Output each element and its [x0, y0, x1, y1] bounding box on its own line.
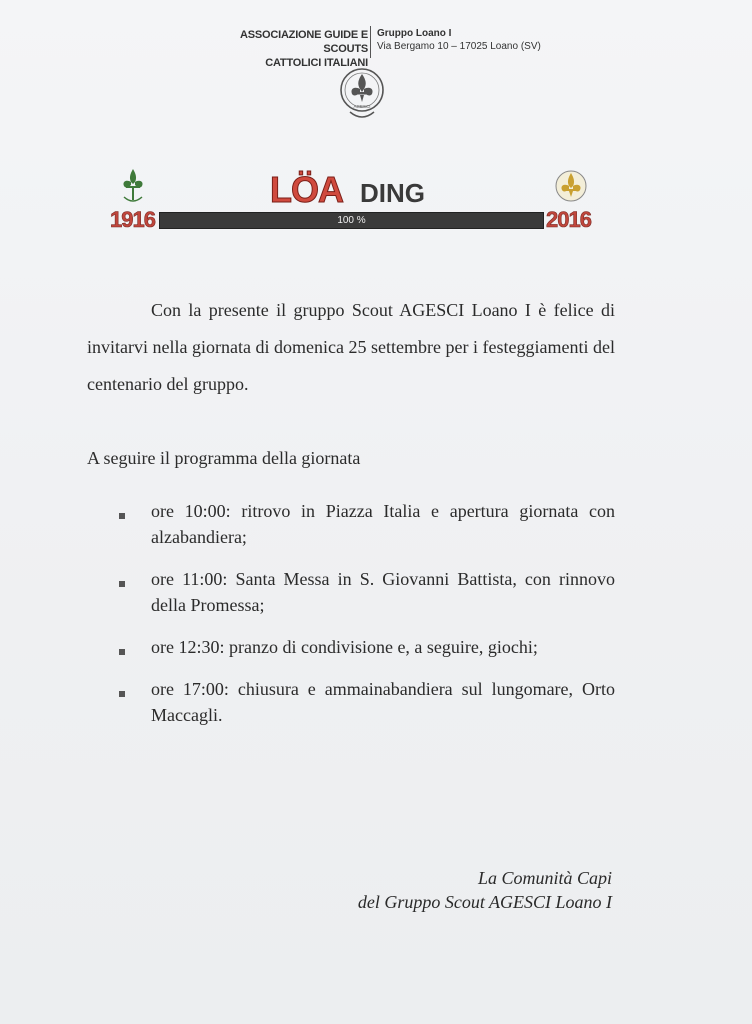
- bullet-icon: [119, 691, 125, 697]
- emblem-label: AGESCI: [353, 104, 371, 109]
- logo-word-part2: DING: [360, 178, 425, 208]
- signature-line-2: del Gruppo Scout AGESCI Loano I: [357, 892, 612, 912]
- trefoil-icon: [118, 165, 148, 207]
- program-list: [110, 498, 615, 744]
- program-heading: A seguire il programma della giornata: [87, 448, 361, 468]
- signature-block: [300, 866, 612, 914]
- list-item-text: ore 11:00: Santa Messa in S. Giovanni Battista, con rinnovo della Promessa;: [151, 569, 615, 615]
- list-item-text: ore 10:00: ritrovo in Piazza Italia e apertura giornata con alzabandiera;: [151, 501, 615, 547]
- list-item: [110, 566, 615, 618]
- signature-line-1: La Comunità Capi: [477, 868, 612, 888]
- group-name: Gruppo Loano I: [377, 28, 452, 39]
- group-info: [377, 27, 541, 53]
- loading-progress-bar: [159, 212, 544, 229]
- group-address: Via Bergamo 10 – 17025 Loano (SV): [377, 41, 541, 52]
- list-item: [110, 498, 615, 550]
- logo-word-part1: LÖA: [270, 169, 343, 210]
- progress-label: 100 %: [337, 215, 366, 226]
- agesci-emblem-icon: [338, 64, 386, 124]
- year-end: 2016: [546, 207, 591, 232]
- intro-paragraph: Con la presente il gruppo Scout AGESCI Loano I è felice di invitarvi nella giornata di domenica 25 settembre per i festeggiamenti del centenario del gruppo.: [87, 300, 615, 394]
- association-line-2: CATTOLICI ITALIANI: [265, 57, 368, 69]
- bullet-icon: [119, 513, 125, 519]
- bullet-icon: [119, 649, 125, 655]
- list-item-text: ore 17:00: chiusura e ammainabandiera sul lungomare, Orto Maccagli.: [151, 679, 615, 725]
- list-item: [110, 676, 615, 728]
- association-line-1: ASSOCIAZIONE GUIDE E SCOUTS: [239, 29, 368, 55]
- year-start: 1916: [110, 207, 155, 232]
- list-item-text: ore 12:30: pranzo di condivisione e, a seguire, giochi;: [151, 637, 538, 657]
- fleur-de-lis-icon: [554, 168, 588, 206]
- list-item: [110, 634, 615, 660]
- centenary-banner: [108, 160, 608, 236]
- bullet-icon: [119, 581, 125, 587]
- header-divider: [370, 26, 371, 58]
